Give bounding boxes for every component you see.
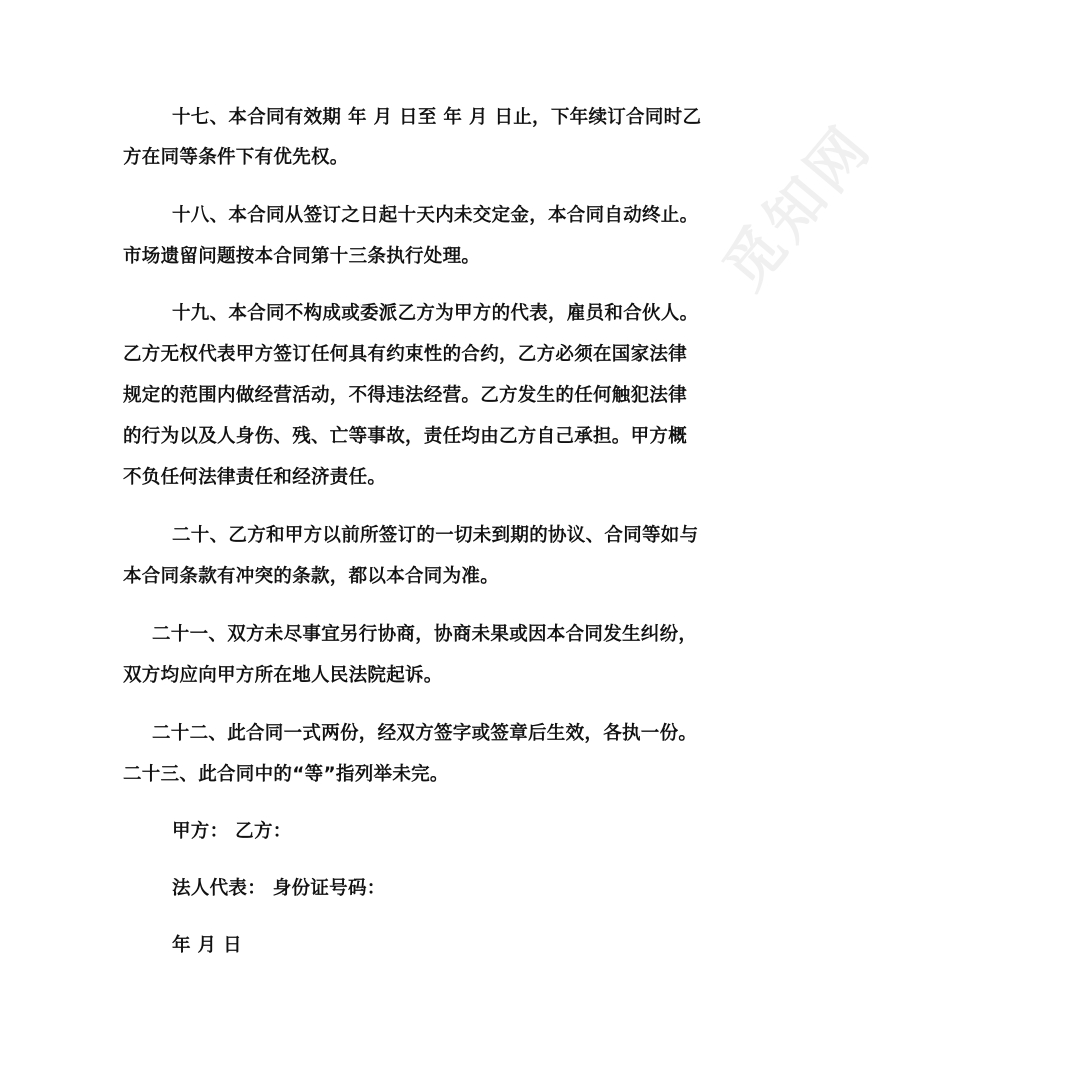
- clause-20-line-1: 二十、乙方和甲方以前所签订的一切未到期的协议、合同等如与: [172, 525, 699, 546]
- clause-18-line-1: 十八、本合同从签订之日起十天内未交定金，本合同自动终止。: [172, 205, 699, 226]
- clause-23-line-1: 二十三、此合同中的“等”指列举未完。: [123, 764, 449, 785]
- clause-18-line-2: 市场遗留问题按本合同第十三条执行处理。: [123, 246, 481, 267]
- clause-19-line-2: 乙方无权代表甲方签订任何具有约束性的合约，乙方必须在国家法律: [123, 344, 688, 365]
- clause-17-line-2: 方在同等条件下有优先权。: [123, 147, 349, 168]
- watermark: 觅知网: [709, 111, 886, 303]
- clause-19-line-1: 十九、本合同不构成或委派乙方为甲方的代表，雇员和合伙人。: [172, 303, 699, 324]
- clause-21-line-2: 双方均应向甲方所在地人民法院起诉。: [123, 665, 443, 686]
- clause-20-line-2: 本合同条款有冲突的条款，都以本合同为准。: [123, 566, 500, 587]
- clause-21-line-1: 二十一、双方未尽事宜另行协商，协商未果或因本合同发生纠纷，: [152, 624, 698, 645]
- clause-17-line-1: 十七、本合同有效期 年 月 日至 年 月 日止，下年续订合同时乙: [172, 107, 702, 128]
- clause-19-line-3: 规定的范围内做经营活动，不得违法经营。乙方发生的任何触犯法律: [123, 385, 688, 406]
- signature-parties: 甲方： 乙方：: [172, 821, 292, 842]
- clause-22-line-1: 二十二、此合同一式两份，经双方签字或签章后生效，各执一份。: [152, 723, 698, 744]
- clause-19-line-5: 不负任何法律责任和经济责任。: [123, 467, 387, 488]
- signature-representative: 法人代表： 身份证号码：: [172, 878, 386, 899]
- clause-19-line-4: 的行为以及人身伤、残、亡等事故，责任均由乙方自己承担。甲方概: [123, 426, 688, 447]
- signature-date: 年 月 日: [172, 935, 242, 956]
